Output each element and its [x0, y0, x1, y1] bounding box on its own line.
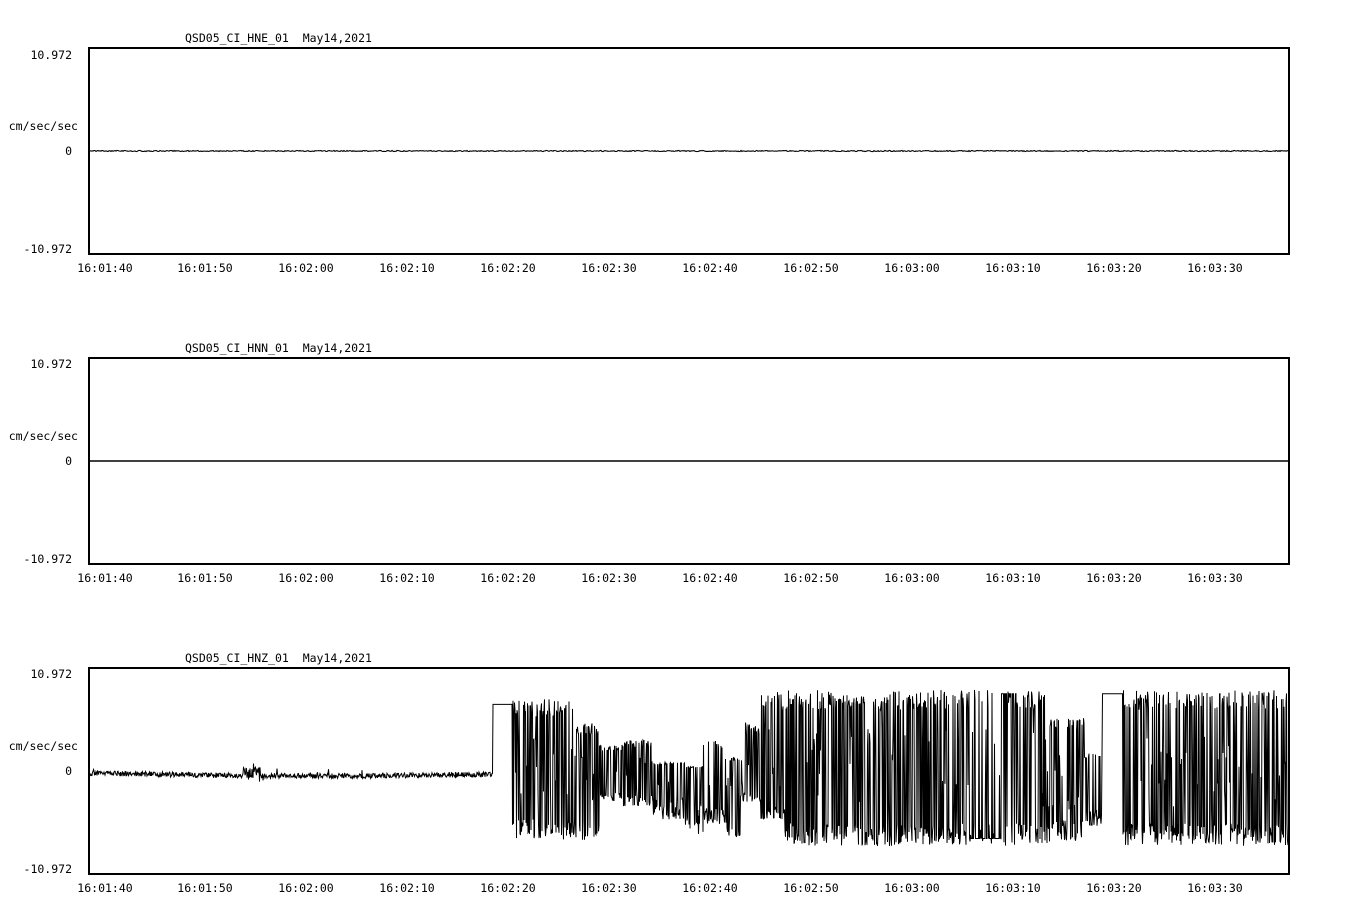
- x-tick-label: 16:02:40: [682, 261, 738, 275]
- y-axis-min-label-hnn: -10.972: [23, 552, 72, 566]
- x-tick-label: 16:02:10: [379, 571, 435, 585]
- y-axis-max-label-hne: 10.972: [30, 48, 72, 62]
- x-tick-label: 16:02:50: [783, 571, 839, 585]
- panel-hnz: [0, 612, 1358, 924]
- x-tick-label: 16:01:40: [77, 261, 133, 275]
- x-tick-label: 16:02:50: [783, 261, 839, 275]
- y-axis-units-hnn: cm/sec/sec: [8, 429, 78, 443]
- y-axis-min-label-hnz: -10.972: [23, 862, 72, 876]
- x-tick-label: 16:03:00: [884, 261, 940, 275]
- x-tick-label: 16:03:00: [884, 881, 940, 895]
- y-axis-zero-label-hnn: 0: [65, 454, 72, 468]
- x-tick-label: 16:02:00: [278, 571, 334, 585]
- y-axis-units-hnz: cm/sec/sec: [8, 739, 78, 753]
- x-tick-label: 16:03:00: [884, 571, 940, 585]
- x-tick-label: 16:02:30: [581, 881, 637, 895]
- panel-hnn: [0, 305, 1358, 605]
- x-tick-label: 16:02:00: [278, 261, 334, 275]
- panel-hne: [0, 0, 1358, 300]
- x-tick-label: 16:02:10: [379, 881, 435, 895]
- x-tick-label: 16:01:40: [77, 571, 133, 585]
- x-tick-label: 16:02:50: [783, 881, 839, 895]
- panel-title-hnn: QSD05_CI_HNN_01 May14,2021: [185, 341, 372, 355]
- x-tick-label: 16:01:50: [177, 571, 233, 585]
- y-axis-zero-label-hnz: 0: [65, 764, 72, 778]
- x-tick-label: 16:03:10: [985, 881, 1041, 895]
- x-tick-label: 16:02:40: [682, 881, 738, 895]
- x-axis-ticks-hne: [0, 261, 1358, 277]
- panel-title-hnz: QSD05_CI_HNZ_01 May14,2021: [185, 651, 372, 665]
- x-tick-label: 16:02:00: [278, 881, 334, 895]
- x-tick-label: 16:02:30: [581, 571, 637, 585]
- x-tick-label: 16:03:30: [1187, 571, 1243, 585]
- x-tick-label: 16:02:20: [480, 571, 536, 585]
- x-tick-label: 16:01:50: [177, 261, 233, 275]
- x-tick-label: 16:03:30: [1187, 261, 1243, 275]
- x-tick-label: 16:03:10: [985, 571, 1041, 585]
- x-tick-label: 16:02:10: [379, 261, 435, 275]
- waveform-hnz: [90, 669, 1288, 873]
- x-axis-ticks-hnz: [0, 881, 1358, 897]
- x-tick-label: 16:01:40: [77, 881, 133, 895]
- x-tick-label: 16:02:20: [480, 881, 536, 895]
- x-tick-label: 16:02:40: [682, 571, 738, 585]
- x-tick-label: 16:01:50: [177, 881, 233, 895]
- y-axis-min-label-hne: -10.972: [23, 242, 72, 256]
- plot-area-hnz: [88, 667, 1290, 875]
- waveform-hnn: [90, 359, 1288, 563]
- panel-title-hne: QSD05_CI_HNE_01 May14,2021: [185, 31, 372, 45]
- plot-area-hne: [88, 47, 1290, 255]
- y-axis-units-hne: cm/sec/sec: [8, 119, 78, 133]
- x-tick-label: 16:02:20: [480, 261, 536, 275]
- y-axis-zero-label-hne: 0: [65, 144, 72, 158]
- x-tick-label: 16:02:30: [581, 261, 637, 275]
- y-axis-max-label-hnz: 10.972: [30, 667, 72, 681]
- x-tick-label: 16:03:20: [1086, 881, 1142, 895]
- x-tick-label: 16:03:20: [1086, 571, 1142, 585]
- waveform-hne: [90, 49, 1288, 253]
- x-tick-label: 16:03:20: [1086, 261, 1142, 275]
- plot-area-hnn: [88, 357, 1290, 565]
- y-axis-max-label-hnn: 10.972: [30, 357, 72, 371]
- x-tick-label: 16:03:10: [985, 261, 1041, 275]
- x-tick-label: 16:03:30: [1187, 881, 1243, 895]
- x-axis-ticks-hnn: [0, 571, 1358, 587]
